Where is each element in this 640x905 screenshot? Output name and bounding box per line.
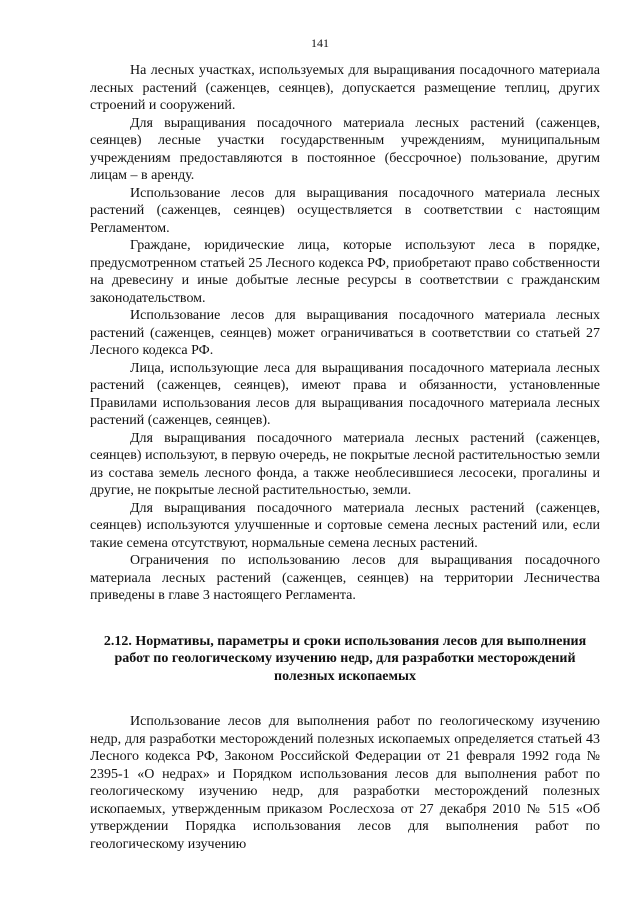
- paragraph-5: Использование лесов для выращивания посадочного материала лесных растений (саженцев, сеянцев) может ограничиваться в соответствии со статьей 27 Лесного кодекса РФ.: [90, 308, 600, 358]
- paragraph-6: Лица, использующие леса для выращивания посадочного материала лесных растений (саженцев, сеянцев), имеют права и обязанности, установленные Правилами использования лесов для выращивания посадочного материала лесных растений (саженцев, сеянцев).: [90, 360, 600, 428]
- paragraph-1: На лесных участках, используемых для выращивания посадочного материала лесных растений (саженцев, сеянцев), допускается размещение теплиц, других строений и сооружений.: [90, 63, 600, 113]
- page-number: 141: [311, 36, 329, 50]
- paragraph-9: Ограничения по использованию лесов для выращивания посадочного материала лесных растений (саженцев, сеянцев) на территории Лесничества приведены в главе 3 настоящего Регламента.: [90, 553, 600, 603]
- section-heading: 2.12. Нормативы, параметры и сроки использования лесов для выполнения работ по геологическому изучению недр, для разработки месторождений полезных ископаемых: [103, 633, 587, 684]
- paragraph-2: Для выращивания посадочного материала лесных растений (саженцев, сеянцев) лесные участки государственным учреждениям, муниципальным учреждениям предоставляются в постоянное (бессрочное) пользование, другим лицам – в аренду.: [90, 115, 600, 183]
- paragraph-7: Для выращивания посадочного материала лесных растений (саженцев, сеянцев) используют, в первую очередь, не покрытые лесной растительностью земли из состава земель лесного фонда, а также необлесившиеся лесосеки, прогалины и другие, не покрытые лесной растительностью, земли.: [90, 430, 600, 498]
- paragraph-3: Использование лесов для выращивания посадочного материала лесных растений (саженцев, сеянцев) осуществляется в соответствии с настоящим Регламентом.: [90, 185, 600, 236]
- section-body: [90, 713, 600, 853]
- paragraph-8: Для выращивания посадочного материала лесных растений (саженцев, сеянцев) используются улучшенные и сортовые семена лесных растений или, если такие семена отсутствуют, нормальные семена лесных растений.: [90, 500, 600, 551]
- section-paragraph: Использование лесов для выполнения работ по геологическому изучению недр, для разработки месторождений полезных ископаемых определяется статьей 43 Лесного кодекса РФ, Законом Российской Федерации от 21 февраля 1992 года № 2395-1 «О недрах» и Порядком использования лесов для выполнения работ по геологическому изучению недр, для разработки месторождений полезных ископаемых, утвержденным приказом Рослесхоза от 27 декабря 2010 № 515 «Об утверждении Порядка использования лесов для выполнения работ по геологическому изучению: [90, 714, 600, 852]
- text-column: [90, 62, 600, 853]
- paragraph-4: Граждане, юридические лица, которые используют леса в порядке, предусмотренном статьей 25 Лесного кодекса РФ, приобретают право собственности на древесину и иные добытые лесные ресурсы в соответствии с гражданским законодательством.: [90, 238, 600, 306]
